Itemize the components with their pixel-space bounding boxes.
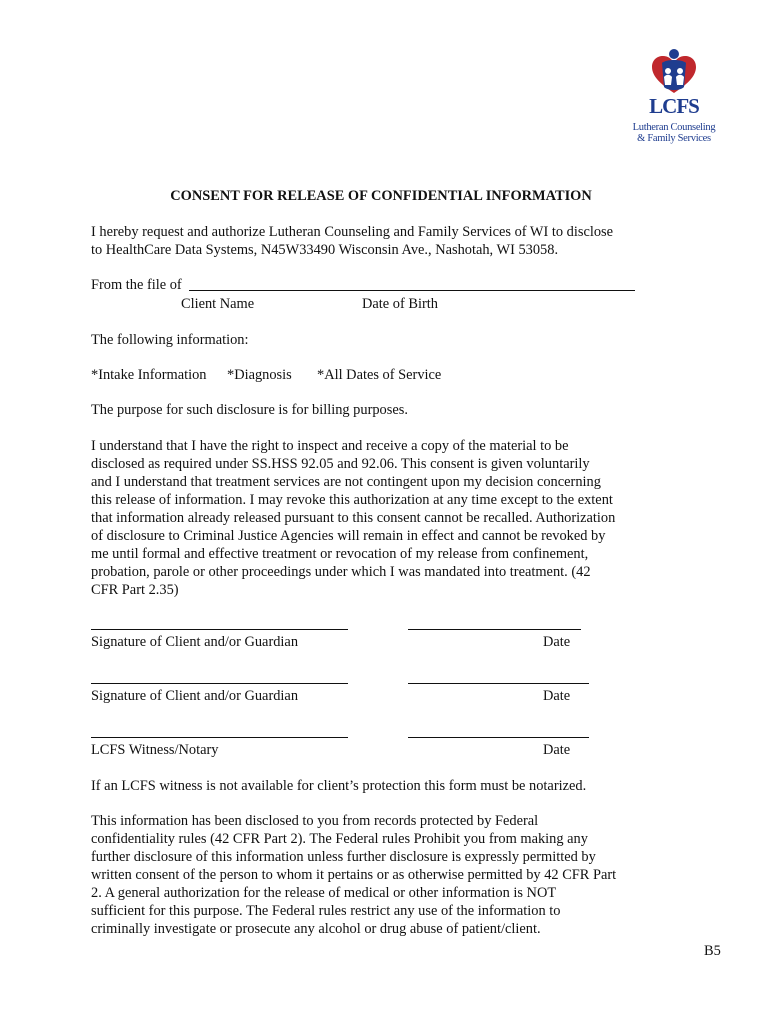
from-file-label: From the file of: [91, 277, 182, 293]
signature-label-witness: LCFS Witness/Notary: [91, 742, 219, 758]
rights-line: this release of information. I may revoke this authorization at any time except to the extent: [91, 492, 613, 508]
intro-line-1: I hereby request and authorize Lutheran Counseling and Family Services of WI to disclose: [91, 224, 614, 240]
heart-family-icon: [624, 47, 724, 97]
date-line-1[interactable]: [408, 629, 581, 630]
info-item-diagnosis: *Diagnosis: [227, 367, 292, 383]
federal-line: This information has been disclosed to you from records protected by Federal: [91, 813, 539, 829]
date-line-2[interactable]: [408, 683, 589, 684]
federal-line: further disclosure of this information unless further disclosure is expressly permitted by: [91, 849, 596, 865]
form-title: CONSENT FOR RELEASE OF CONFIDENTIAL INFORMATION: [170, 188, 592, 204]
federal-line: confidentiality rules (42 CFR Part 2). The Federal rules Prohibit you from making any: [91, 831, 588, 847]
date-label-3: Date: [543, 742, 571, 758]
rights-line: CFR Part 2.35): [91, 582, 179, 598]
rights-line: probation, parole or other proceedings under which I was mandated into treatment. (42: [91, 564, 591, 580]
rights-line: of disclosure to Criminal Justice Agencies will remain in effect and cannot be revoked by: [91, 528, 606, 544]
signature-line-client-2[interactable]: [91, 683, 348, 684]
federal-line: criminally investigate or prosecute any alcohol or drug abuse of patient/client.: [91, 921, 541, 937]
logo-subtitle-line2: & Family Services: [637, 133, 711, 144]
rights-line: disclosed as required under SS.HSS 92.05 and 92.06. This consent is given voluntarily: [91, 456, 590, 472]
date-label-1: Date: [543, 634, 571, 650]
rights-line: I understand that I have the right to inspect and receive a copy of the material to be: [91, 438, 569, 454]
date-label-2: Date: [543, 688, 571, 704]
lcfs-logo: [624, 47, 724, 151]
rights-line: and I understand that treatment services are not contingent upon my decision concerning: [91, 474, 601, 490]
signature-line-witness[interactable]: [91, 737, 348, 738]
federal-line: 2. A general authorization for the release of medical or other information is NOT: [91, 885, 557, 901]
page-identifier: B5: [704, 943, 721, 959]
witness-note: If an LCFS witness is not available for client’s protection this form must be notarized.: [91, 778, 587, 794]
rights-line: me until formal and effective treatment or revocation of my release from confinement,: [91, 546, 589, 562]
signature-line-client-1[interactable]: [91, 629, 348, 630]
rights-line: that information already released pursuant to this consent cannot be recalled. Authorization: [91, 510, 616, 526]
federal-line: written consent of the person to whom it pertains or as otherwise permitted by 42 CFR Part: [91, 867, 617, 883]
date-line-3[interactable]: [408, 737, 589, 738]
intro-line-2: to HealthCare Data Systems, N45W33490 Wisconsin Ave., Nashotah, WI 53058.: [91, 242, 559, 258]
logo-title: LCFS: [649, 94, 699, 118]
dob-label: Date of Birth: [362, 296, 438, 312]
client-name-label: Client Name: [181, 296, 255, 312]
purpose-text: The purpose for such disclosure is for billing purposes.: [91, 402, 408, 418]
following-info-label: The following information:: [91, 332, 249, 348]
signature-label-client-1: Signature of Client and/or Guardian: [91, 634, 299, 650]
client-name-field[interactable]: [189, 290, 635, 291]
info-item-dates-of-service: *All Dates of Service: [317, 367, 442, 383]
signature-label-client-2: Signature of Client and/or Guardian: [91, 688, 299, 704]
info-item-intake: *Intake Information: [91, 367, 207, 383]
federal-line: sufficient for this purpose. The Federal rules restrict any use of the information to: [91, 903, 561, 919]
logo-subtitle-line1: Lutheran Counseling: [632, 122, 716, 133]
